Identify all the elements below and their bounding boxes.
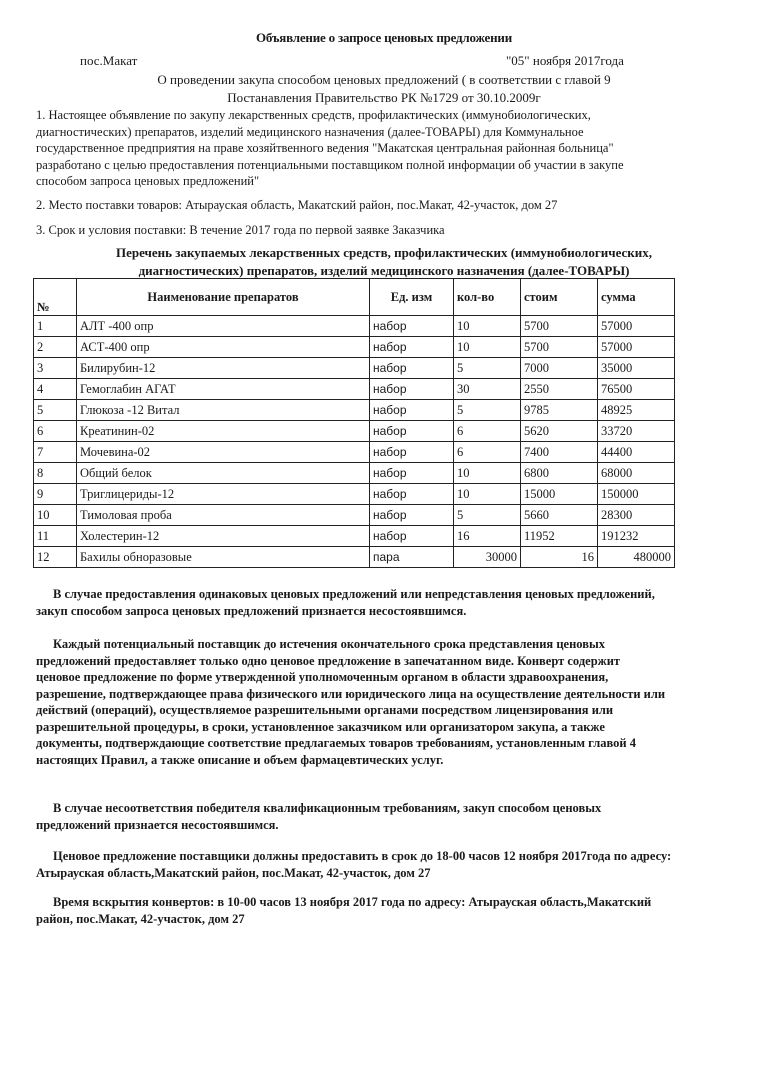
cell-price: 5620 [521, 421, 598, 442]
table-row [34, 379, 675, 400]
cell-unit: пара [370, 547, 454, 568]
cell-unit: набор [370, 379, 454, 400]
term-qualification [36, 800, 736, 833]
cell-quantity: 30000 [454, 547, 521, 568]
term-opening [36, 894, 736, 927]
section-1-line: разработано с целью предоставления потенциальными поставщиком полной информации об участии в закупе [36, 157, 624, 172]
document-date: "05" ноября 2017года [506, 53, 624, 68]
term-line: В случае несоответствия победителя квалификационным требованиям, закуп способом ценовых [53, 801, 602, 815]
cell-sum: 57000 [598, 337, 675, 358]
cell-unit: набор [370, 316, 454, 337]
cell-unit: набор [370, 421, 454, 442]
term-line: действий (операций), осуществляемое разрешительными органами посредством лицензирования или [36, 703, 614, 717]
header-number: № [34, 279, 77, 316]
term-line: документы, подтверждающие соответствие предлагаемых товаров требованиям, установленным главой 4 [36, 736, 636, 750]
term-line: разрешительной процедуры, в сроки, установленное заказчиком или организатором закупа, а также [36, 719, 605, 734]
cell-number: 2 [34, 337, 77, 358]
cell-unit: набор [370, 526, 454, 547]
cell-price: 5700 [521, 337, 598, 358]
term-line: Время вскрытия конвертов: в 10-00 часов 13 ноября 2017 года по адресу: Атырауская область,Макатский [53, 895, 652, 909]
cell-unit: набор [370, 505, 454, 526]
table-title [0, 244, 768, 280]
cell-name: Тимоловая проба [77, 505, 370, 526]
goods-table [33, 278, 675, 568]
cell-sum: 33720 [598, 421, 675, 442]
place: пос.Макат [80, 53, 138, 68]
table-row [34, 463, 675, 484]
cell-sum: 480000 [598, 547, 675, 568]
cell-number: 7 [34, 442, 77, 463]
cell-price: 7400 [521, 442, 598, 463]
cell-quantity: 30 [454, 379, 521, 400]
basis-line-1: О проведении закупа способом ценовых предложений ( в соответствии с главой 9 [157, 72, 611, 87]
cell-quantity: 10 [454, 337, 521, 358]
cell-number: 8 [34, 463, 77, 484]
header-sum: сумма [598, 279, 675, 316]
table-row [34, 316, 675, 337]
section-1-line: государственное предприятия на праве хозяйтвенного ведения "Макатская центральная районная больница" [36, 141, 614, 155]
cell-name: Глюкоза -12 Витал [77, 400, 370, 421]
cell-quantity: 16 [454, 526, 521, 547]
section-2-delivery-place: 2. Место поставки товаров: Атырауская область, Макатский район, пос.Макат, 42-участок, дом 27 [36, 198, 558, 212]
table-row [34, 421, 675, 442]
cell-number: 12 [34, 547, 77, 568]
cell-sum: 35000 [598, 358, 675, 379]
cell-number: 4 [34, 379, 77, 400]
cell-sum: 68000 [598, 463, 675, 484]
cell-quantity: 10 [454, 463, 521, 484]
cell-unit: набор [370, 358, 454, 379]
term-equal-offers [36, 586, 736, 619]
cell-price: 6800 [521, 463, 598, 484]
cell-quantity: 6 [454, 442, 521, 463]
cell-number: 1 [34, 316, 77, 337]
cell-unit: набор [370, 484, 454, 505]
cell-price: 7000 [521, 358, 598, 379]
table-row [34, 547, 675, 568]
section-1-line: диагностических) препаратов, изделий медицинского назначения (далее-ТОВАРЫ) для Коммунальное [36, 124, 584, 139]
cell-unit: набор [370, 400, 454, 421]
cell-sum: 150000 [598, 484, 675, 505]
table-row [34, 505, 675, 526]
cell-number: 5 [34, 400, 77, 421]
cell-sum: 76500 [598, 379, 675, 400]
cell-quantity: 5 [454, 400, 521, 421]
table-header-row [34, 279, 675, 316]
cell-number: 9 [34, 484, 77, 505]
table-row [34, 526, 675, 547]
cell-price: 2550 [521, 379, 598, 400]
header-unit: Ед. изм [370, 279, 454, 316]
cell-name: Креатинин-02 [77, 421, 370, 442]
cell-number: 3 [34, 358, 77, 379]
cell-name: Бахилы обноразовые [77, 547, 370, 568]
term-line: Атырауская область,Макатский район, пос.Макат, 42-участок, дом 27 [36, 865, 431, 880]
cell-unit: набор [370, 463, 454, 484]
cell-number: 10 [34, 505, 77, 526]
cell-unit: набор [370, 442, 454, 463]
term-single-offer [36, 636, 736, 768]
term-line: закуп способом запроса ценовых предложений признается несостоявшимся. [36, 603, 467, 618]
cell-name: Триглицериды-12 [77, 484, 370, 505]
header-quantity: кол-во [454, 279, 521, 316]
section-3-delivery-terms: 3. Срок и условия поставки: В течение 2017 года по первой заявке Заказчика [36, 223, 445, 237]
cell-quantity: 10 [454, 316, 521, 337]
cell-sum: 191232 [598, 526, 675, 547]
cell-sum: 48925 [598, 400, 675, 421]
term-line: настоящих Правил, а также описание и объем фармацевтических услуг. [36, 752, 444, 767]
section-1-line: 1. Настоящее объявление по закупу лекарственных средств, профилактических (иммунобиологических, [36, 108, 591, 122]
cell-number: 6 [34, 421, 77, 442]
basis-line-2: Постанавления Правительство РК №1729 от 30.10.2009г [227, 90, 541, 105]
cell-sum: 57000 [598, 316, 675, 337]
term-line: Каждый потенциальный поставщик до истечения окончательного срока представления ценовых [53, 637, 605, 651]
term-line: разрешение, подтверждающее права физического или юридического лица на осуществление деятельности или [36, 686, 666, 701]
table-row [34, 442, 675, 463]
cell-sum: 28300 [598, 505, 675, 526]
cell-unit: набор [370, 337, 454, 358]
section-1-line: способом запроса ценовых предложений" [36, 174, 260, 188]
cell-price: 9785 [521, 400, 598, 421]
cell-price: 11952 [521, 526, 598, 547]
table-title-line: диагностических) препаратов, изделий медицинского назначения (далее-ТОВАРЫ) [138, 263, 630, 278]
table-row [34, 400, 675, 421]
cell-name: АСТ-400 опр [77, 337, 370, 358]
cell-name: АЛТ -400 опр [77, 316, 370, 337]
cell-price: 15000 [521, 484, 598, 505]
cell-number: 11 [34, 526, 77, 547]
table-row [34, 337, 675, 358]
term-line: В случае предоставления одинаковых ценовых предложений или непредставления ценовых предложений, [53, 587, 655, 601]
cell-quantity: 5 [454, 505, 521, 526]
table-title-line: Перечень закупаемых лекарственных средств, профилактических (иммунобиологических, [116, 245, 652, 260]
cell-name: Билирубин-12 [77, 358, 370, 379]
cell-price: 5700 [521, 316, 598, 337]
cell-quantity: 5 [454, 358, 521, 379]
cell-quantity: 6 [454, 421, 521, 442]
term-deadline [36, 848, 736, 881]
table-row [34, 484, 675, 505]
cell-sum: 44400 [598, 442, 675, 463]
term-line: ценовое предложение по форме утвержденной уполномоченным органом в области здравоохранения, [36, 670, 609, 684]
header-price: стоим [521, 279, 598, 316]
term-line: район, пос.Макат, 42-участок, дом 27 [36, 911, 245, 926]
cell-quantity: 10 [454, 484, 521, 505]
cell-name: Холестерин-12 [77, 526, 370, 547]
term-line: предложений признается несостоявшимся. [36, 817, 279, 832]
cell-name: Гемоглабин АГАТ [77, 379, 370, 400]
document-title: Объявление о запросе ценовых предложении [256, 30, 512, 45]
term-line: предложений предоставляет только одно ценовое предложение в запечатанном виде. Конверт содержит [36, 653, 621, 668]
table-row [34, 358, 675, 379]
cell-price: 16 [521, 547, 598, 568]
term-line: Ценовое предложение поставщики должны предоставить в срок до 18-00 часов 12 ноября 2017года по адресу: [53, 849, 672, 863]
cell-name: Мочевина-02 [77, 442, 370, 463]
section-1 [36, 107, 736, 190]
cell-name: Общий белок [77, 463, 370, 484]
cell-price: 5660 [521, 505, 598, 526]
header-name: Наименование препаратов [77, 279, 370, 316]
